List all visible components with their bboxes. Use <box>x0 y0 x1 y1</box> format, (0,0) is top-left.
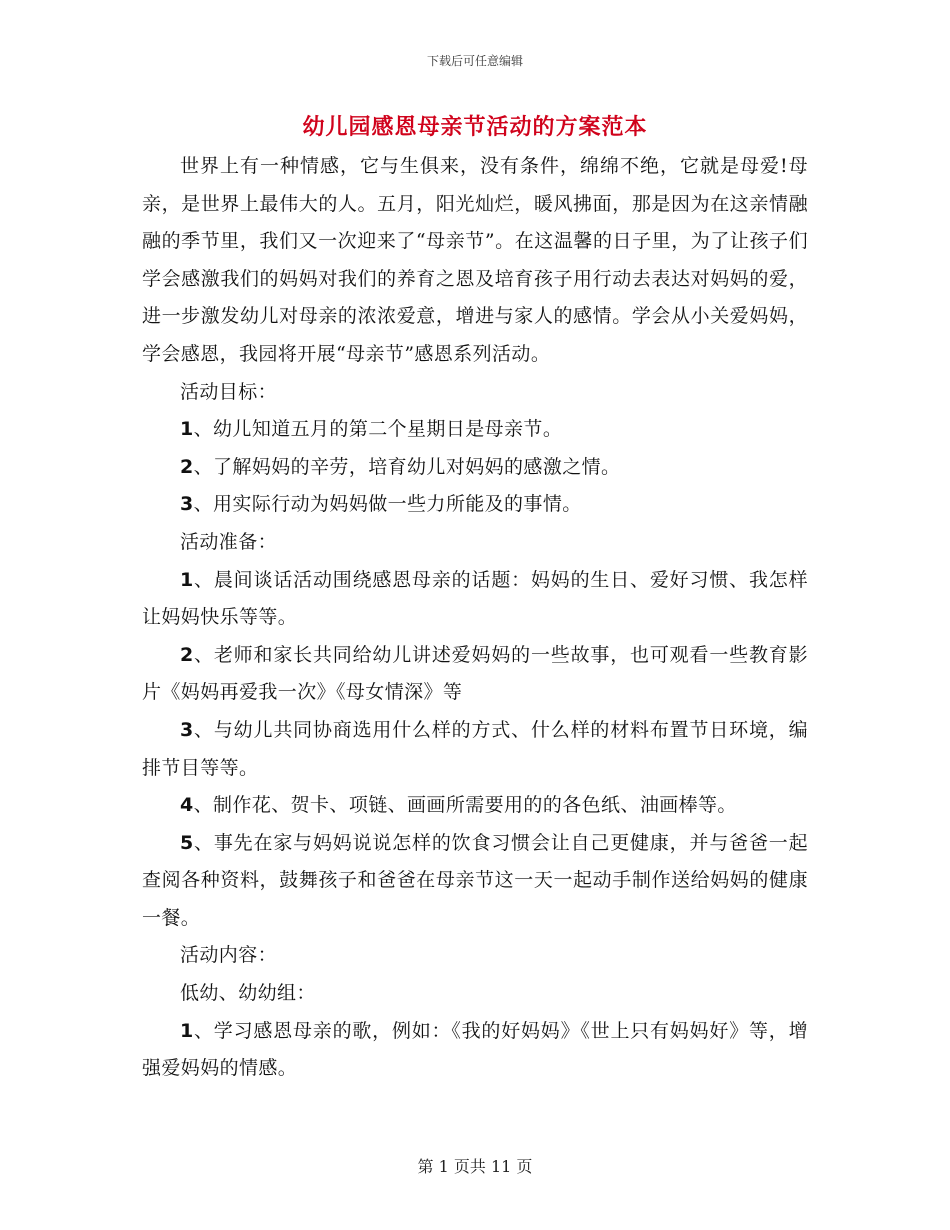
paragraph-text: 、用实际行动为妈妈做一些力所能及的事情。 <box>193 493 582 516</box>
section-heading-content <box>142 937 808 975</box>
list-number: 1 <box>180 1019 194 1042</box>
list-number: 1 <box>180 568 194 591</box>
paragraph-text: 世界上有一种情感，它与生俱来，没有条件，绵绵不绝，它就是母爱!母亲，是世界上最伟大的人。五月，阳光灿烂，暖风拂面，那是因为在这亲情融融的季节里，我们又一次迎来了“母亲节”。在这温馨的日子里，为了让孩子们学会感激我们的妈妈对我们的养育之恩及培育孩子用行动去表达对妈妈的爱，进一步激发幼儿对母亲的浓浓爱意，增进与家人的感情。学会从小关爱妈妈，学会感恩，我园将开展“母亲节”感恩系列活动。 <box>142 155 808 365</box>
list-number: 5 <box>180 831 194 854</box>
paragraph-text: 活动准备： <box>180 530 278 553</box>
list-item <box>142 486 808 524</box>
paragraph-text: 、与幼儿共同协商选用什么样的方式、什么样的材料布置节日环境，编排节目等等。 <box>142 718 808 779</box>
list-number: 3 <box>180 718 194 741</box>
paragraph-text: 、晨间谈话活动围绕感恩母亲的话题：妈妈的生日、爱好习惯、我怎样让妈妈快乐等等。 <box>142 568 808 629</box>
list-number: 2 <box>180 643 194 666</box>
section-heading-goals <box>142 374 808 412</box>
list-item <box>142 1013 808 1088</box>
list-number: 3 <box>180 493 194 516</box>
paragraph-text: 、幼儿知道五月的第二个星期日是母亲节。 <box>193 418 563 441</box>
list-item <box>142 449 808 487</box>
subsection-heading <box>142 975 808 1013</box>
list-number: 4 <box>180 794 194 817</box>
list-item <box>142 712 808 787</box>
section-heading-preparation <box>142 524 808 562</box>
document-body <box>142 148 808 1088</box>
list-item <box>142 825 808 938</box>
paragraph-text: 低幼、幼幼组： <box>180 982 316 1005</box>
page-number: 第 1 页共 11 页 <box>417 1157 533 1176</box>
page-header-note: 下载后可任意编辑 <box>426 54 523 68</box>
list-item <box>142 787 808 825</box>
document-title: 幼儿园感恩母亲节活动的方案范本 <box>302 114 648 140</box>
paragraph-text: 活动内容： <box>180 944 278 967</box>
paragraph <box>142 148 808 374</box>
list-item <box>142 562 808 637</box>
paragraph-text: 、制作花、贺卡、项链、画画所需要用的的各色纸、油画棒等。 <box>193 794 737 817</box>
paragraph-text: 、了解妈妈的辛劳，培育幼儿对妈妈的感激之情。 <box>193 455 621 478</box>
paragraph-text: 、学习感恩母亲的歌，例如：《我的好妈妈》《世上只有妈妈好》等，增强爱妈妈的情感。 <box>142 1019 808 1080</box>
list-item <box>142 411 808 449</box>
list-number: 1 <box>180 418 194 441</box>
list-item <box>142 637 808 712</box>
paragraph-text: 、老师和家长共同给幼儿讲述爱妈妈的一些故事，也可观看一些教育影片《妈妈再爱我一次》《母女情深》等 <box>142 643 808 704</box>
paragraph-text: 、事先在家与妈妈说说怎样的饮食习惯会让自己更健康，并与爸爸一起查阅各种资料，鼓舞孩子和爸爸在母亲节这一天一起动手制作送给妈妈的健康一餐。 <box>142 831 808 929</box>
paragraph-text: 活动目标： <box>180 380 278 403</box>
list-number: 2 <box>180 455 194 478</box>
